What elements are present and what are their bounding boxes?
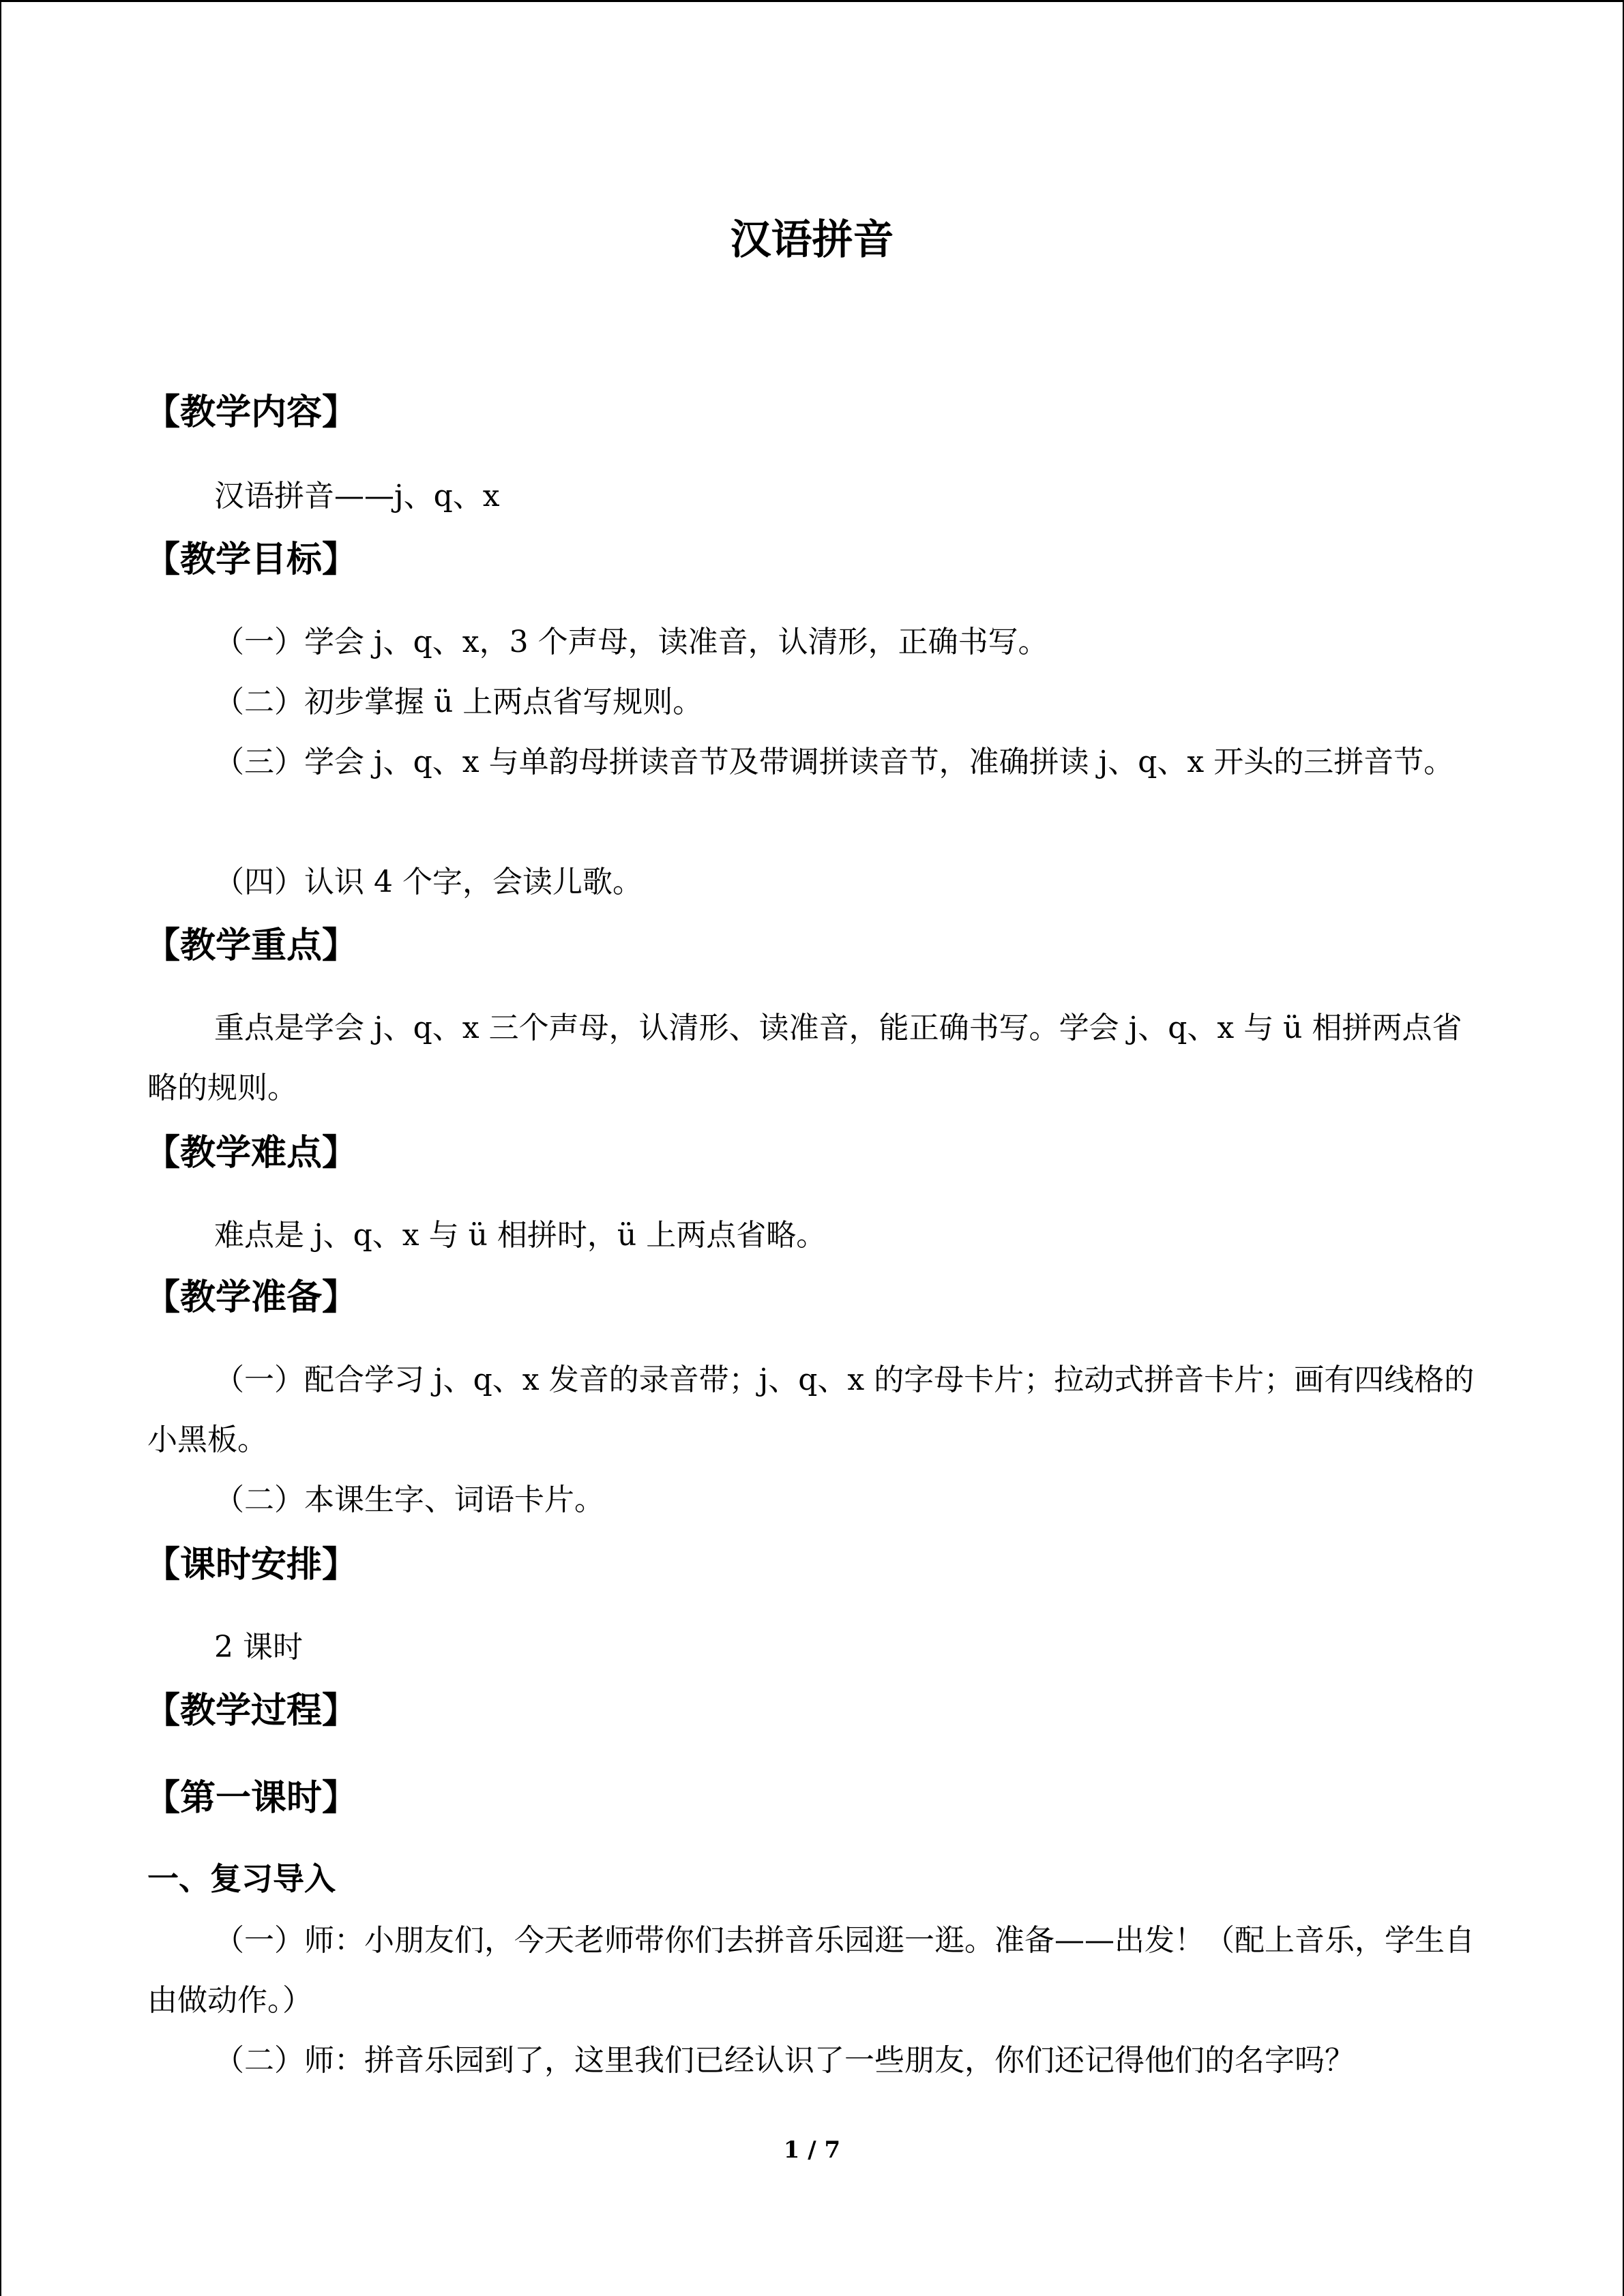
heading-preparation: 【教学准备】 (145, 1277, 358, 1318)
lesson1-step1-item-2: （二）师：拼音乐园到了，这里我们已经认识了一些朋友，你们还记得他们的名字吗？ (214, 2043, 1355, 2078)
heading-teaching-goals: 【教学目标】 (145, 539, 358, 580)
preparation-item-1: （一）配合学习 j、q、x 发音的录音带；j、q、x 的字母卡片；拉动式拼音卡片；画有四线格的小黑板。 (147, 1362, 1475, 1457)
teaching-content-text: 汉语拼音——j、q、x (214, 479, 500, 513)
heading-schedule: 【课时安排】 (145, 1545, 358, 1585)
page-indicator: 1 / 7 (783, 2136, 841, 2164)
goal-item-3: （三）学会 j、q、x 与单韵母拼读音节及带调拼读音节，准确拼读 j、q、x 开头的三拼音节。 (214, 745, 1454, 779)
goal-item-4: （四）认识 4 个字，会读儿歌。 (214, 865, 643, 899)
page-left-border (0, 0, 1, 2296)
lesson1-step1-item-1: （一）师：小朋友们，今天老师带你们去拼音乐园逛一逛。准备——出发！（配上音乐，学生自由做动作。） (147, 1923, 1475, 2018)
heading-process: 【教学过程】 (145, 1690, 358, 1731)
heading-teaching-content: 【教学内容】 (145, 392, 358, 433)
document-title: 汉语拼音 (730, 216, 894, 264)
heading-key-points: 【教学重点】 (145, 925, 358, 966)
page-top-border (0, 0, 1624, 2)
preparation-item-2: （二）本课生字、词语卡片。 (214, 1482, 604, 1517)
schedule-text: 2 课时 (214, 1630, 303, 1665)
key-points-text: 重点是学会 j、q、x 三个声母，认清形、读准音，能正确书写。学会 j、q、x 与 ü 相拼两点省略的规则。 (147, 1011, 1462, 1105)
difficulties-text: 难点是 j、q、x 与 ü 相拼时，ü 上两点省略。 (214, 1218, 827, 1253)
lesson1-step1-heading: 一、复习导入 (147, 1860, 336, 1897)
goal-item-2: （二）初步掌握 ü 上两点省写规则。 (214, 685, 703, 719)
goal-item-1: （一）学会 j、q、x，3 个声母，读准音，认清形，正确书写。 (214, 625, 1048, 659)
heading-difficulties: 【教学难点】 (145, 1133, 358, 1174)
heading-lesson-1: 【第一课时】 (145, 1778, 358, 1819)
